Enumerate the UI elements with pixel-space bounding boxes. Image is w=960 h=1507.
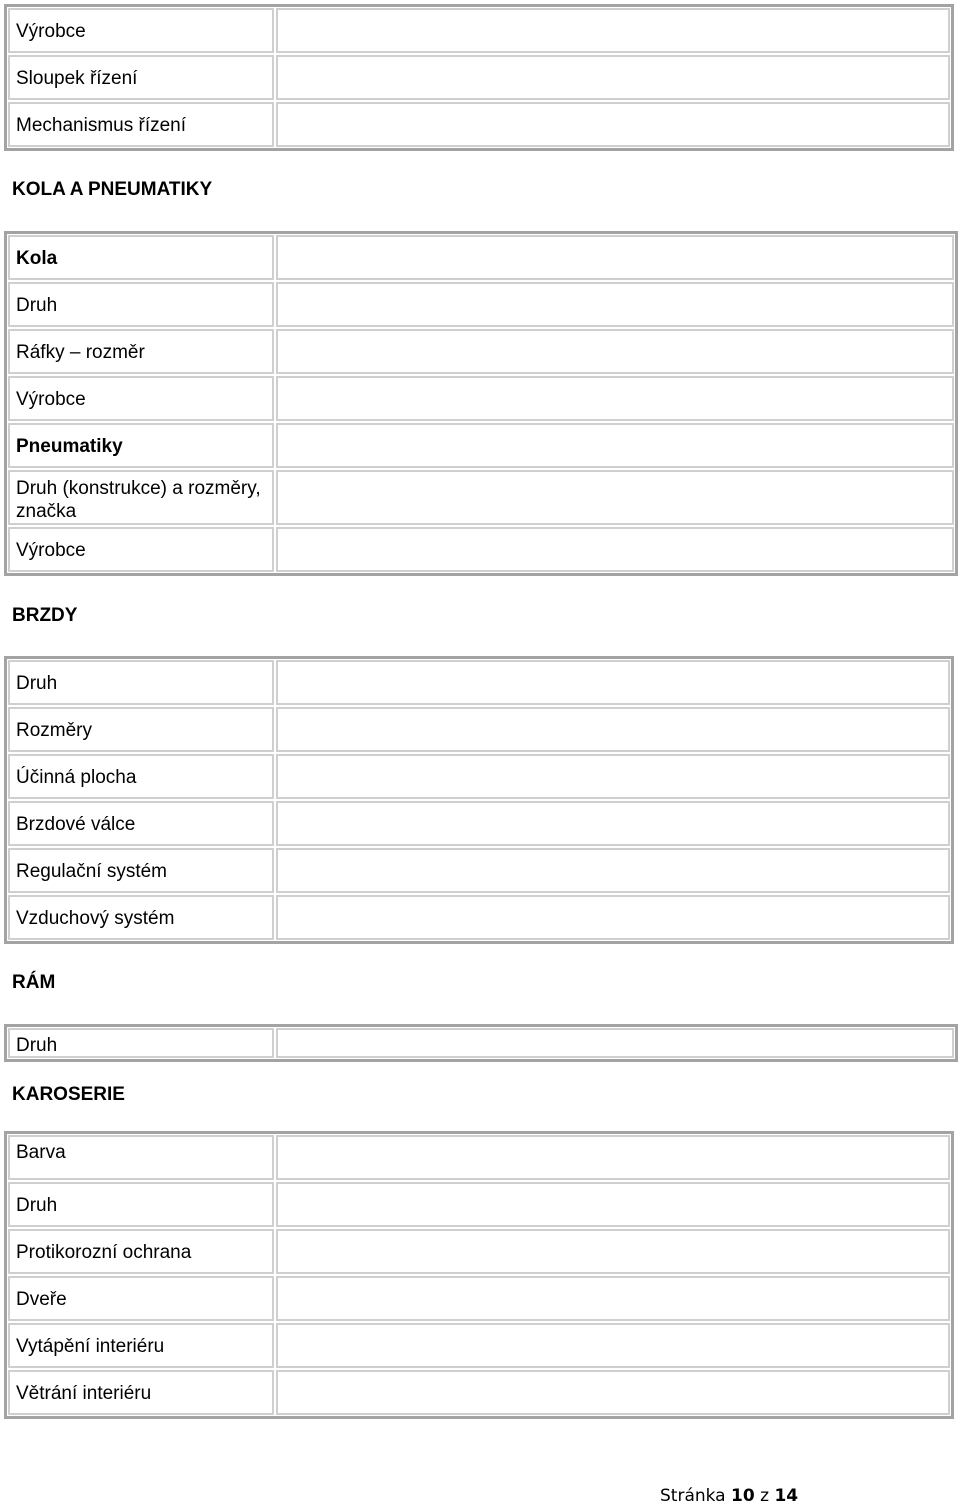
page-number: [660, 1486, 798, 1506]
value-field[interactable]: [276, 8, 950, 53]
row-label: Vytápění interiéru: [8, 1323, 274, 1368]
value-field[interactable]: [276, 754, 950, 799]
steering-table: [4, 4, 954, 151]
table-row: [7, 328, 955, 375]
table-row: [7, 1027, 955, 1059]
row-label: Vzduchový systém: [8, 895, 274, 940]
table-row: [7, 1322, 951, 1369]
value-field[interactable]: [276, 801, 950, 846]
table-row: [7, 894, 951, 941]
page-total: 14: [774, 1486, 799, 1506]
value-field[interactable]: [276, 1370, 950, 1415]
wheels-table: [4, 231, 958, 576]
value-field[interactable]: [276, 55, 950, 100]
value-field[interactable]: [276, 1135, 950, 1180]
value-field[interactable]: [276, 282, 954, 327]
value-field[interactable]: [276, 895, 950, 940]
row-label: Druh: [8, 1182, 274, 1227]
value-field[interactable]: [276, 102, 950, 147]
value-field[interactable]: [276, 1182, 950, 1227]
table-row: [7, 375, 955, 422]
table-row: [7, 1134, 951, 1181]
row-label: Protikorozní ochrana: [8, 1229, 274, 1274]
table-row: [7, 234, 955, 281]
body-table: [4, 1131, 954, 1419]
table-row: [7, 54, 951, 101]
table-row: [7, 800, 951, 847]
table-row: [7, 526, 955, 573]
row-label: Větrání interiéru: [8, 1370, 274, 1415]
section-heading-frame: RÁM: [12, 972, 56, 993]
table-row: [7, 753, 951, 800]
row-label: Rozměry: [8, 707, 274, 752]
page-sep: z: [760, 1486, 770, 1506]
row-label: Sloupek řízení: [8, 55, 274, 100]
value-field[interactable]: [276, 1323, 950, 1368]
page-current: 10: [731, 1486, 755, 1506]
value-field[interactable]: [276, 1276, 950, 1321]
row-label: Druh: [8, 660, 274, 705]
table-row: [7, 281, 955, 328]
row-label: Výrobce: [8, 376, 274, 421]
row-label: Mechanismus řízení: [8, 102, 274, 147]
table-row: [7, 101, 951, 148]
value-field[interactable]: [276, 848, 950, 893]
row-label: Kola: [8, 235, 274, 280]
section-heading-wheels: KOLA A PNEUMATIKY: [12, 179, 213, 200]
frame-table: [4, 1024, 958, 1062]
table-row: [7, 1369, 951, 1416]
value-field[interactable]: [276, 376, 954, 421]
table-row: [7, 659, 951, 706]
row-label: Dveře: [8, 1276, 274, 1321]
value-field[interactable]: [276, 527, 954, 572]
row-label: Druh: [8, 1028, 274, 1058]
row-label: Regulační systém: [8, 848, 274, 893]
row-label: Pneumatiky: [8, 423, 274, 468]
table-row: [7, 847, 951, 894]
value-field[interactable]: [276, 1028, 954, 1058]
brakes-table: [4, 656, 954, 944]
table-row: [7, 1181, 951, 1228]
value-field[interactable]: [276, 707, 950, 752]
row-label: Brzdové válce: [8, 801, 274, 846]
value-field[interactable]: [276, 1229, 950, 1274]
row-label: Účinná plocha: [8, 754, 274, 799]
row-label: Druh (konstrukce) a rozměry, značka: [8, 470, 274, 525]
row-label: Výrobce: [8, 527, 274, 572]
row-label: Barva: [8, 1135, 274, 1180]
row-label: Ráfky – rozměr: [8, 329, 274, 374]
table-row: [7, 469, 955, 526]
table-row: [7, 7, 951, 54]
row-label: Druh: [8, 282, 274, 327]
page-prefix: Stránka: [660, 1486, 726, 1506]
row-label: Výrobce: [8, 8, 274, 53]
value-field[interactable]: [276, 660, 950, 705]
table-row: [7, 706, 951, 753]
table-row: [7, 1275, 951, 1322]
table-row: [7, 422, 955, 469]
value-field[interactable]: [276, 329, 954, 374]
value-field[interactable]: [276, 423, 954, 468]
table-row: [7, 1228, 951, 1275]
section-heading-body: KAROSERIE: [12, 1084, 125, 1105]
value-field[interactable]: [276, 470, 954, 525]
section-heading-brakes: BRZDY: [12, 605, 78, 626]
value-field[interactable]: [276, 235, 954, 280]
